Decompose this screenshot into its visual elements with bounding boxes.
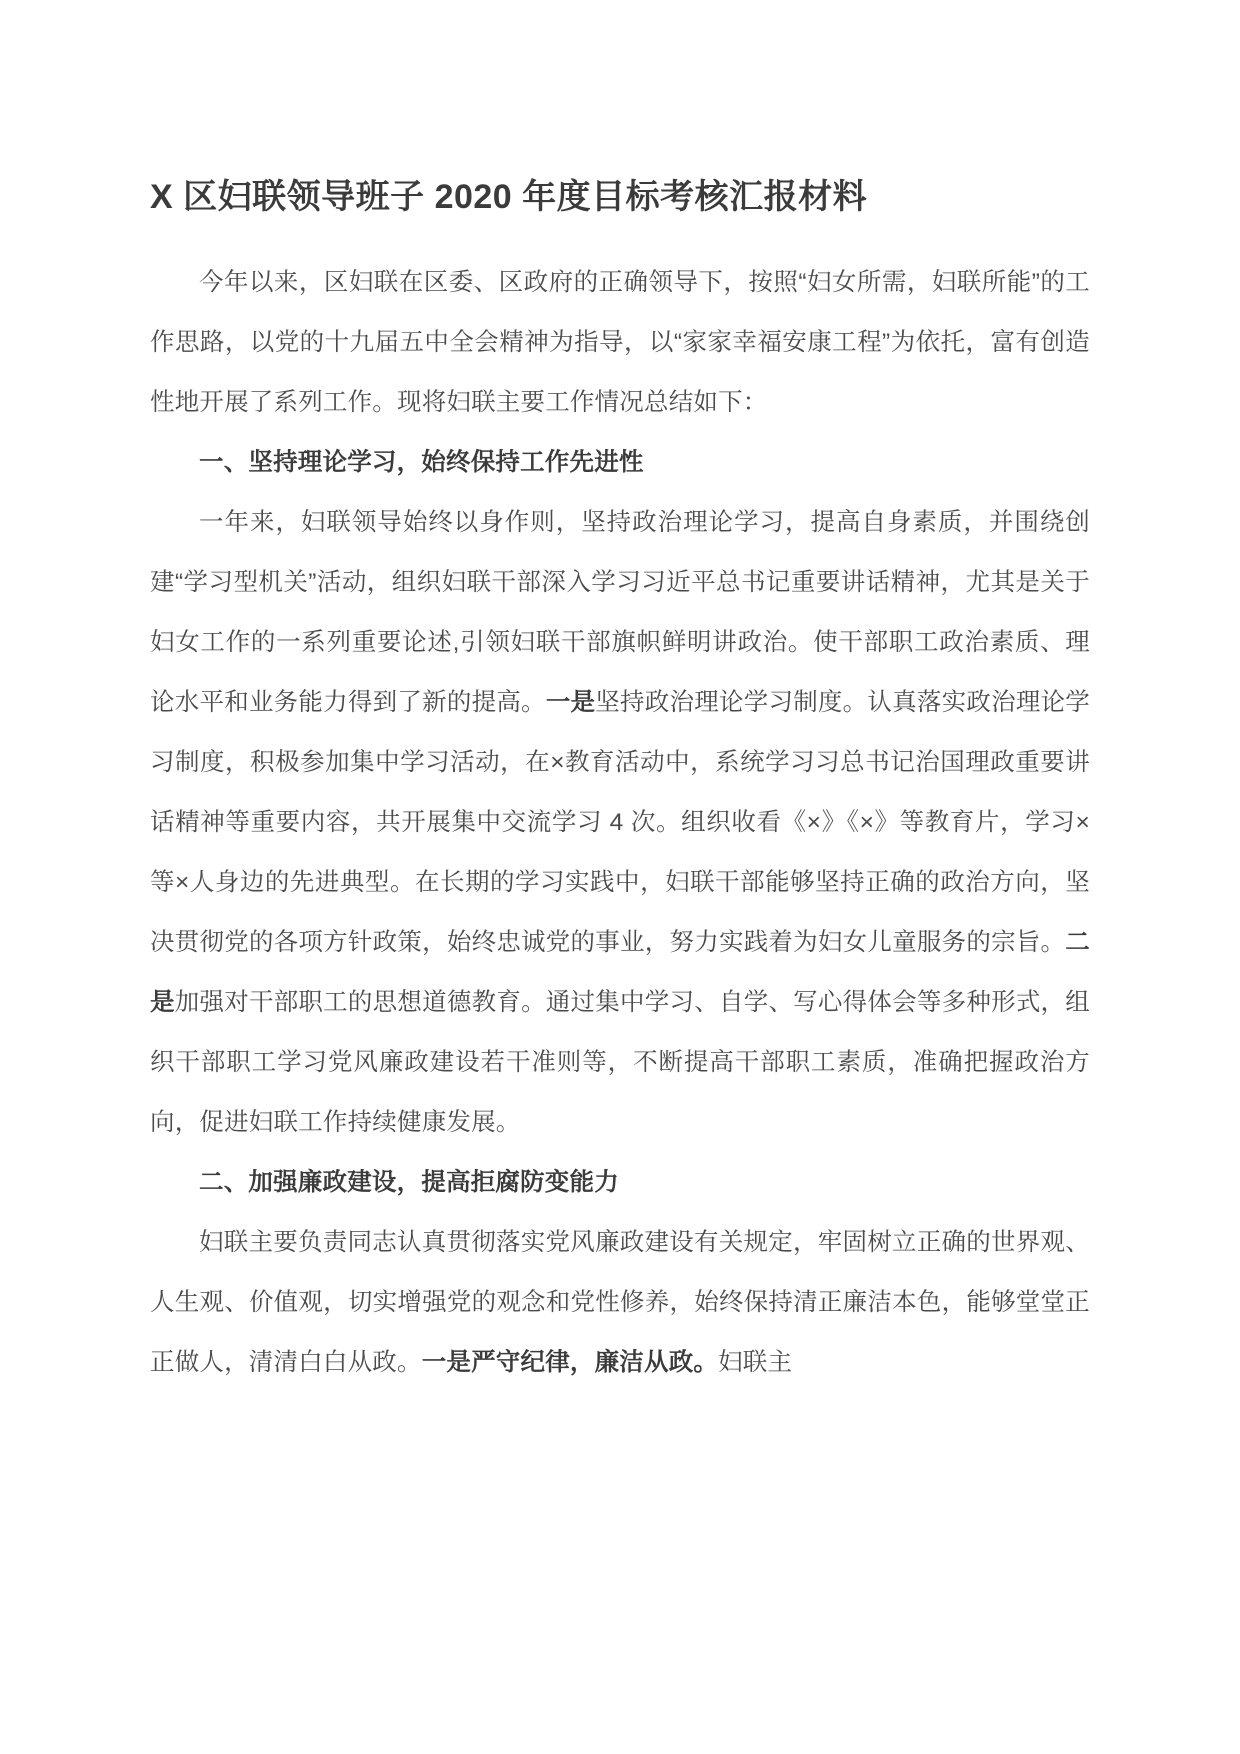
page-title: X 区妇联领导班子 2020 年度目标考核汇报材料 (150, 178, 868, 216)
text-run: 妇联主 (718, 1349, 793, 1377)
document-body (150, 253, 1090, 1393)
text-run: 加强对干部职工的思想道德教育。通过集中学习、自学、写心得体会等多种形式，组织干部职工学习党风廉政建设若干准则等，不断提高干部职工素质，准确把握政治方向，促进妇联工作持续健康发展。 (150, 989, 1090, 1137)
text-run: 妇联主要负责同志认真贯彻落实党风廉政建设有关规定，牢固树立正确的世界观、人生观、价值观，切实增强党的观念和党性修养，始终保持清正廉洁本色，能够堂堂正正做人，清清白白从政。 (150, 1229, 1090, 1377)
section-1-paragraph (150, 493, 1090, 1153)
section-heading-1 (150, 433, 1090, 493)
section-heading-2 (150, 1153, 1090, 1213)
emphasis-run: 一是严守纪律，廉洁从政。 (421, 1349, 719, 1377)
emphasis-run: 一、坚持理论学习，始终保持工作先进性 (199, 449, 644, 477)
emphasis-run: 二、加强廉政建设，提高拒腐防变能力 (199, 1169, 619, 1197)
section-2-paragraph (150, 1213, 1090, 1393)
text-run: 一年来，妇联领导始终以身作则，坚持政治理论学习，提高自身素质，并围绕创建“学习型机关”活动，组织妇联干部深入学习习近平总书记重要讲话精神，尤其是关于妇女工作的一系列重要论述,引领妇联干部旗帜鲜明讲政治。使干部职工政治素质、理论水平和业务能力得到了新的提高。 (150, 509, 1090, 717)
emphasis-run: 一是 (545, 689, 596, 717)
emphasis-run: 二是 (150, 929, 1090, 1017)
text-run: 坚持政治理论学习制度。认真落实政治理论学习制度，积极参加集中学习活动，在×教育活动中，系统学习习总书记治国理政重要讲话精神等重要内容，共开展集中交流学习 4 次。组织收看《×》《×》等教育片，学习×等×人身边的先进典型。在长期的学习实践中，妇联干部能够坚持正确的政治方向，坚决贯彻党的各项方针政策，始终忠诚党的事业，努力实践着为妇女儿童服务的宗旨。 (150, 689, 1091, 957)
intro-paragraph (150, 253, 1090, 433)
text-run: 今年以来，区妇联在区委、区政府的正确领导下，按照“妇女所需，妇联所能”的工作思路，以党的十九届五中全会精神为指导，以“家家幸福安康工程”为依托，富有创造性地开展了系列工作。现将妇联主要工作情况总结如下： (150, 269, 1090, 417)
